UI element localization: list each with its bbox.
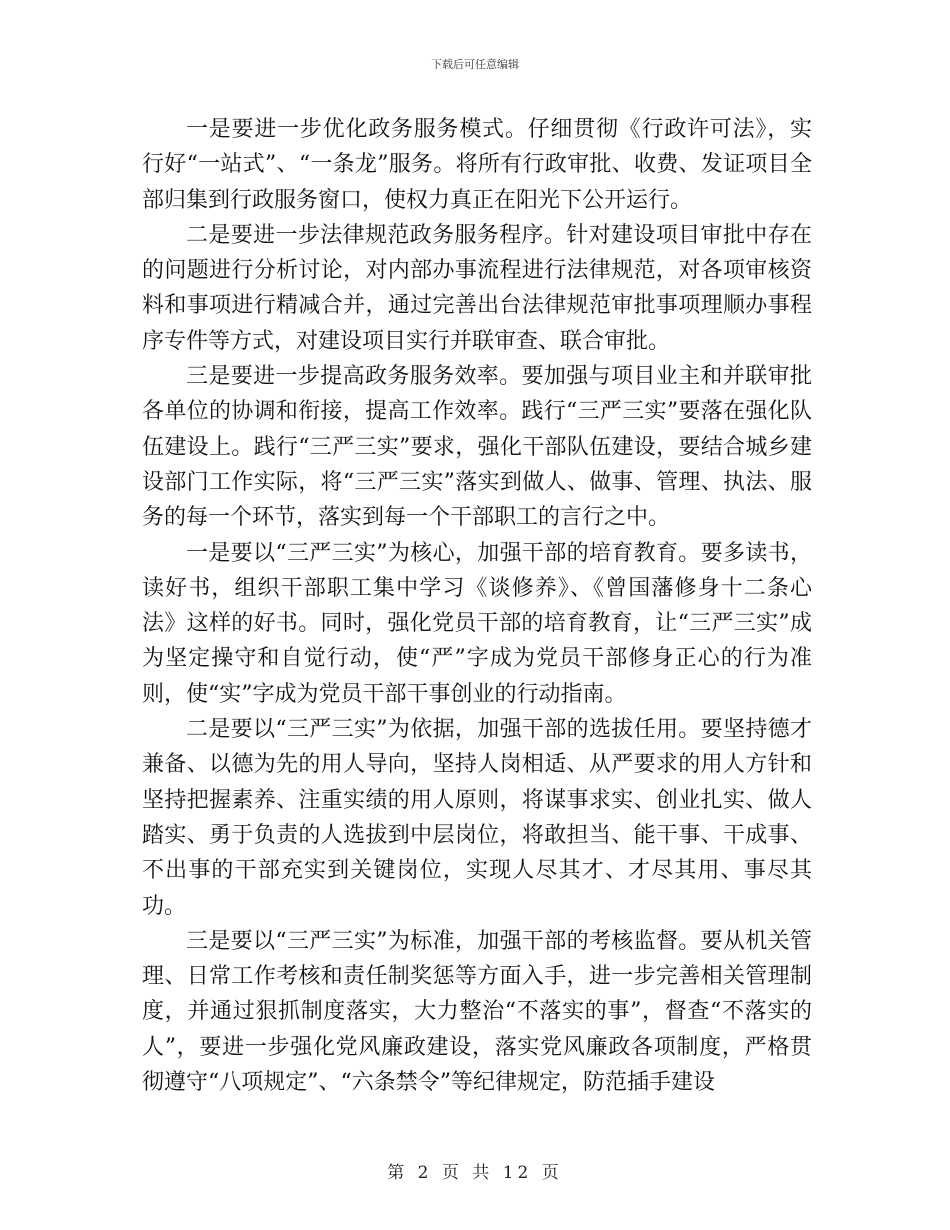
paragraph: 一是要以“三严三实”为核心，加强干部的培育教育。要多读书，读好书，组织干部职工集中学习《谈修养》、《曾国藩修身十二条心法》这样的好书。同时，强化党员干部的培育教育，让“三严三实”成为坚定操守和自觉行动，使“严”字成为党员干部修身正心的行为准则，使“实”字成为党员干部干事创业的行动指南。 — [142, 540, 812, 707]
paragraph: 三是要以“三严三实”为标准，加强干部的考核监督。要从机关管理、日常工作考核和责任制奖惩等方面入手，进一步完善相关管理制度，并通过狠抓制度落实，大力整治“不落实的事”，督查“不落实的人”，要进一步强化党风廉政建设，落实党风廉政各项制度，严格贯彻遵守“八项规定”、“六条禁令”等纪律规定，防范插手建设 — [142, 928, 812, 1096]
page-number-footer: 第 2 页 共 12 页 — [387, 1163, 563, 1183]
paragraph: 三是要进一步提高政务服务效率。要加强与项目业主和并联审批各单位的协调和衔接，提高工作效率。践行“三严三实”要落在强化队伍建设上。践行“三严三实”要求，强化干部队伍建设，要结合城乡建设部门工作实际，将“三严三实”落实到做人、做事、管理、执法、服务的每一个环节，落实到每一个干部职工的言行之中。 — [142, 364, 812, 531]
paragraph: 一是要进一步优化政务服务模式。仔细贯彻《行政许可法》，实行好“一站式”、“一条龙”服务。将所有行政审批、收费、发证项目全部归集到行政服务窗口，使权力真正在阳光下公开运行。 — [142, 117, 812, 213]
page-header-note: 下载后可任意编辑 — [431, 58, 519, 71]
paragraph: 二是要进一步法律规范政务服务程序。针对建设项目审批中存在的问题进行分析讨论，对内部办事流程进行法律规范，对各项审核资料和事项进行精减合并，通过完善出台法律规范审批事项理顺办事程序专件等方式，对建设项目实行并联审查、联合审批。 — [142, 222, 812, 354]
document-body — [142, 112, 812, 1100]
paragraph: 二是要以“三严三实”为依据，加强干部的选拔任用。要坚持德才兼备、以德为先的用人导向，坚持人岗相适、从严要求的用人方针和坚持把握素养、注重实绩的用人原则，将谋事求实、创业扎实、做人踏实、勇于负责的人选拔到中层岗位，将敢担当、能干事、干成事、不出事的干部充实到关键岗位，实现人尽其才、才尽其用、事尽其功。 — [142, 717, 812, 919]
